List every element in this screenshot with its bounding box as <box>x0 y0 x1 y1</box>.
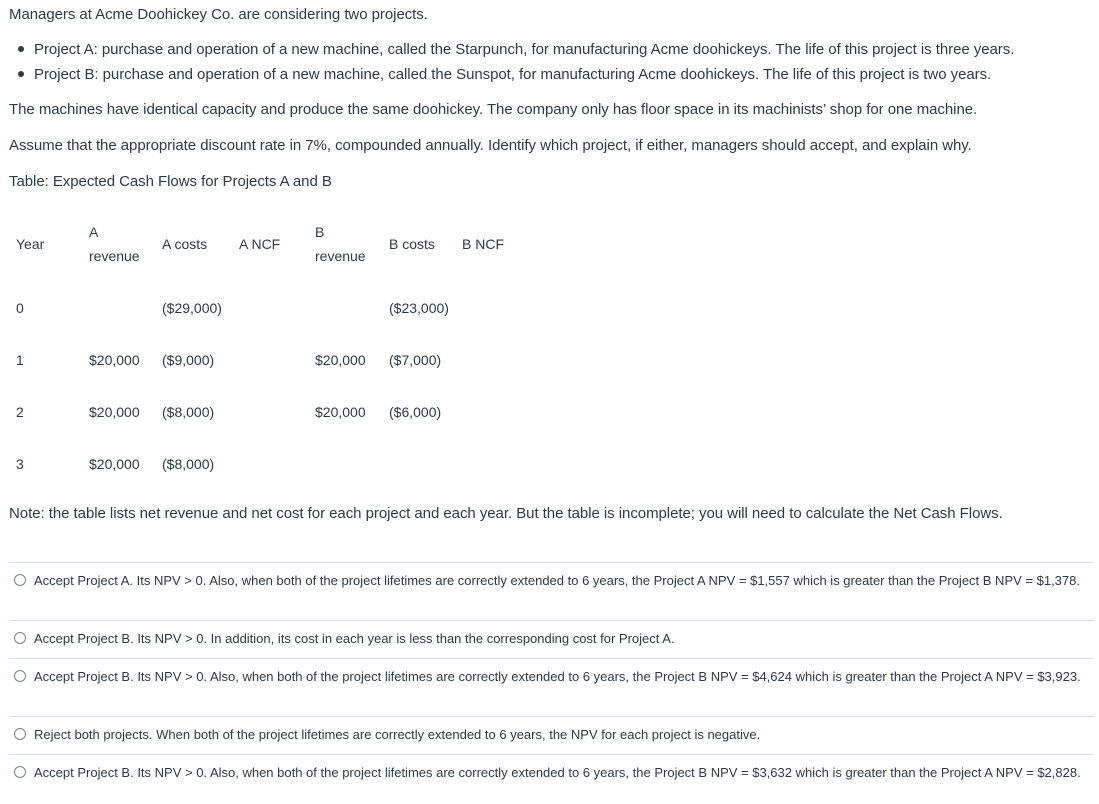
cell-a-revenue: $20,000 <box>89 352 140 368</box>
radio-button[interactable] <box>14 632 26 644</box>
intro-text: Managers at Acme Doohickey Co. are considering two projects. <box>9 6 428 23</box>
cell-year: 0 <box>16 300 24 316</box>
project-b-description: Project B: purchase and operation of a new machine, called the Sunspot, for manufacturing Acme doohickeys. The life of this project is two years. <box>34 66 992 83</box>
header-year: Year <box>16 236 45 252</box>
cell-b-revenue: $20,000 <box>315 352 366 368</box>
cell-a-costs: ($8,000) <box>162 404 215 420</box>
table-caption: Table: Expected Cash Flows for Projects A and B <box>9 173 332 190</box>
cell-a-costs: ($8,000) <box>162 456 215 472</box>
divider <box>9 658 1094 659</box>
divider <box>9 620 1094 621</box>
project-a-description: Project A: purchase and operation of a new machine, called the Starpunch, for manufacturing Acme doohickeys. The life of this project is three years. <box>34 41 1015 58</box>
header-b-revenue-line2: revenue <box>315 248 366 264</box>
answer-option-3[interactable] <box>14 667 1094 707</box>
cell-b-costs: ($6,000) <box>389 404 442 420</box>
radio-button[interactable] <box>14 574 26 586</box>
table-note: Note: the table lists net revenue and net cost for each project and each year. But the table is incomplete; you will need to calculate the Net Cash Flows. <box>9 505 1003 522</box>
divider <box>9 754 1094 755</box>
cell-a-costs: ($9,000) <box>162 352 215 368</box>
list-item <box>18 66 991 83</box>
cell-year: 3 <box>16 456 24 472</box>
answer-option-2[interactable] <box>14 629 1094 649</box>
header-a-costs: A costs <box>162 236 208 252</box>
cell-b-costs: ($23,000) <box>389 300 449 316</box>
header-b-revenue-line1: B <box>315 224 325 240</box>
radio-button[interactable] <box>14 766 26 778</box>
answer-option-label: Accept Project B. Its NPV > 0. Also, when both of the project lifetimes are correctly extended to 6 years, the Project B NPV = $3,632 which is greater than the Project A NPV = $2,828. <box>34 765 1081 780</box>
answer-option-label: Reject both projects. When both of the project lifetimes are correctly extended to 6 years, the NPV for each project is negative. <box>34 727 761 742</box>
cell-year: 2 <box>16 404 24 420</box>
cell-b-revenue: $20,000 <box>315 404 366 420</box>
cell-a-revenue: $20,000 <box>89 404 140 420</box>
header-a-revenue-line1: A <box>89 224 99 240</box>
header-a-ncf: A NCF <box>239 236 281 252</box>
header-b-costs: B costs <box>389 236 435 252</box>
header-a-revenue-line2: revenue <box>89 248 140 264</box>
cell-year: 1 <box>16 352 24 368</box>
answer-option-label: Accept Project B. Its NPV > 0. Also, when both of the project lifetimes are correctly extended to 6 years, the Project B NPV = $4,624 which is greater than the Project A NPV = $3,923. <box>34 669 1081 684</box>
cell-a-revenue: $20,000 <box>89 456 140 472</box>
bullet-icon <box>18 46 24 52</box>
answer-option-label: Accept Project B. Its NPV > 0. In addition, its cost in each year is less than the corresponding cost for Project A. <box>34 631 675 646</box>
header-b-ncf: B NCF <box>462 236 504 252</box>
bullet-icon <box>18 71 24 77</box>
answer-option-1[interactable] <box>14 571 1094 611</box>
answer-option-5[interactable] <box>14 763 1094 803</box>
answer-option-4[interactable] <box>14 725 1094 745</box>
divider <box>9 716 1094 717</box>
cell-b-costs: ($7,000) <box>389 352 442 368</box>
radio-button[interactable] <box>14 728 26 740</box>
question-text: Assume that the appropriate discount rate in 7%, compounded annually. Identify which project, if either, managers should accept, and explain why. <box>9 137 972 154</box>
list-item <box>18 41 1014 58</box>
cell-a-costs: ($29,000) <box>162 300 222 316</box>
radio-button[interactable] <box>14 670 26 682</box>
divider <box>9 562 1094 563</box>
answer-option-label: Accept Project A. Its NPV > 0. Also, when both of the project lifetimes are correctly extended to 6 years, the Project A NPV = $1,557 which is greater than the Project B NPV = $1,378. <box>34 573 1080 588</box>
capacity-text: The machines have identical capacity and produce the same doohickey. The company only has floor space in its machinists’ shop for one machine. <box>9 101 978 118</box>
